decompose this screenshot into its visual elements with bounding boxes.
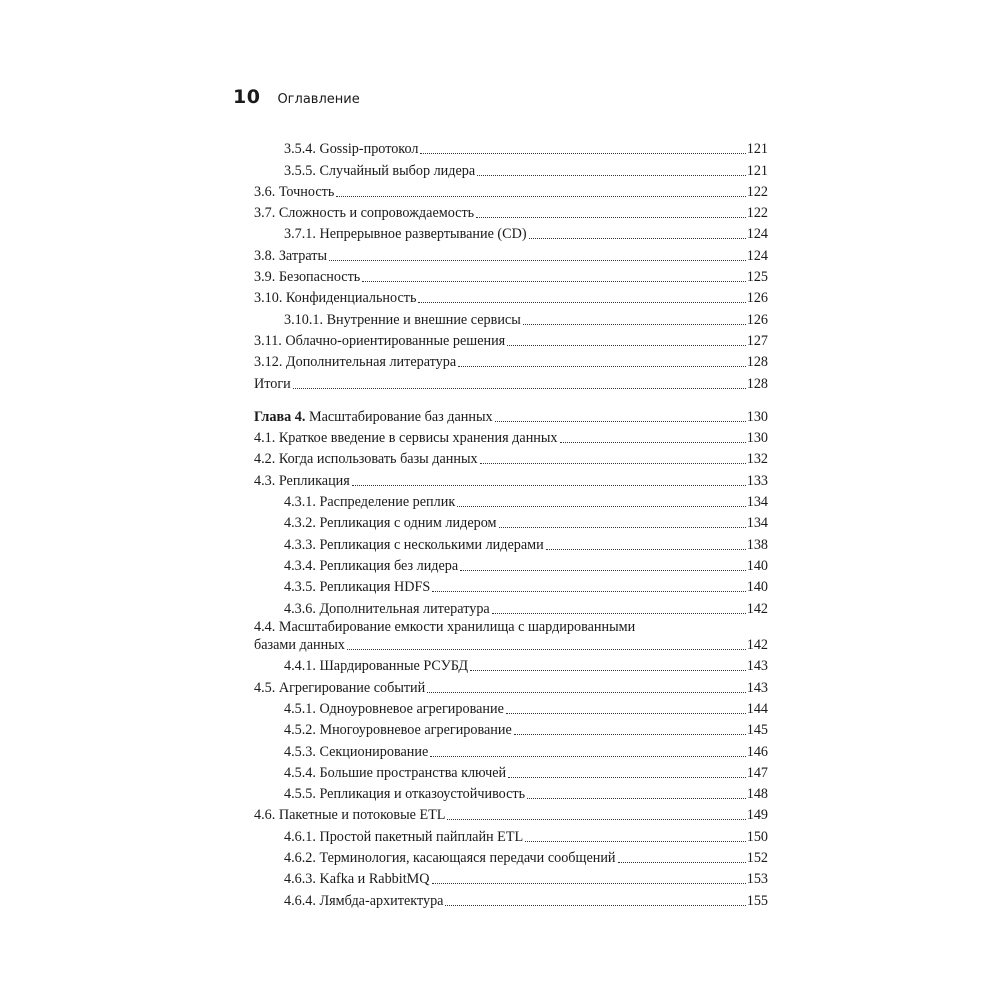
dot-leader: [432, 591, 745, 592]
toc-entry-page: 155: [746, 892, 768, 909]
toc-entry: [254, 697, 768, 718]
toc-entry-page: 128: [746, 375, 768, 392]
toc-entry: [254, 596, 768, 617]
toc-entry-title: 4.2. Когда использовать базы данных: [254, 451, 478, 468]
toc-entry-page: 150: [746, 828, 768, 845]
toc-entry: [254, 761, 768, 782]
toc-entry-page: 127: [746, 332, 768, 349]
toc-entry: [254, 137, 768, 158]
chapter-title: Масштабирование баз данных: [308, 408, 493, 425]
dot-leader: [420, 153, 745, 154]
toc-entry: [254, 739, 768, 760]
toc-entry-page: 152: [746, 850, 768, 866]
toc-entry-title: 3.10.1. Внутренние и внешние сервисы: [284, 311, 521, 328]
toc-entry: [254, 490, 768, 511]
dot-leader: [507, 345, 746, 346]
toc-entry-page: 144: [746, 700, 768, 717]
dot-leader: [293, 388, 746, 389]
toc-entry-page: 133: [746, 472, 768, 489]
toc-entry-page: 121: [746, 162, 768, 179]
toc-entry: [254, 803, 768, 824]
dot-leader: [362, 281, 745, 282]
toc-entry-title: 4.3.6. Дополнительная литература: [284, 600, 490, 617]
toc-entry-page: 153: [746, 871, 768, 888]
toc-entry-page: 121: [746, 141, 768, 158]
toc-entry: [254, 350, 768, 371]
toc-entry: [254, 718, 768, 739]
dot-leader: [495, 421, 746, 422]
dot-leader: [427, 692, 745, 693]
toc-entry-page: 134: [746, 494, 768, 511]
toc-entry: [254, 307, 768, 328]
dot-leader: [329, 260, 746, 261]
toc-entry-page: 126: [746, 290, 768, 307]
toc-entry-title: Итоги: [254, 375, 291, 392]
toc-entry-page: 143: [746, 658, 768, 675]
toc-entry-page: 145: [746, 722, 768, 739]
dot-leader: [460, 570, 746, 571]
page-header: [233, 86, 360, 108]
toc-entry-title: 4.5.3. Секционирование: [284, 743, 429, 760]
toc-entry-title: 3.6. Точность: [254, 183, 335, 200]
dot-leader: [352, 485, 746, 486]
toc-entry: [254, 511, 768, 532]
toc-entry-title: 4.6.3. Kafka и RabbitMQ: [284, 871, 430, 888]
dot-leader: [430, 756, 745, 757]
dot-leader: [477, 175, 746, 176]
dot-leader: [470, 670, 746, 671]
toc-entry: [254, 532, 768, 553]
toc-entry: [254, 329, 768, 350]
toc-entry: [254, 824, 768, 845]
toc-chapter-entry: [254, 405, 768, 426]
chapter-label: Глава 4.: [254, 408, 306, 425]
toc-entry-title: 3.11. Облачно-ориентированные решения: [254, 332, 506, 349]
toc-entry-title: 4.6. Пакетные и потоковые ETL: [254, 807, 446, 824]
toc-entry: [254, 447, 768, 468]
toc-entry-title: 4.5.2. Многоуровневое агрегирование: [284, 722, 512, 739]
toc-entry: [254, 618, 768, 637]
toc-entry: [254, 867, 768, 888]
toc-entry-page: 124: [746, 226, 768, 243]
page-number: 10: [233, 86, 261, 108]
toc-entry-title: 3.9. Безопасность: [254, 269, 361, 286]
toc-entry: [254, 654, 768, 675]
toc-entry-page: 142: [746, 600, 768, 617]
toc-entry-title: 3.5.4. Gossip-протокол: [284, 141, 419, 158]
dot-leader: [529, 238, 746, 239]
toc-entry-page: 134: [746, 515, 768, 532]
dot-leader: [546, 549, 746, 550]
toc-entry: [254, 888, 768, 909]
toc-entry-title: 4.5.5. Репликация и отказоустойчивость: [284, 786, 526, 803]
toc-entry: [254, 265, 768, 286]
toc-entry-title: 4.4. Масштабирование емкости хранилища с шардированными: [254, 619, 636, 636]
toc-entry-page: 124: [746, 247, 768, 264]
dot-leader: [523, 324, 746, 325]
toc-entry-title: 3.5.5. Случайный выбор лидера: [284, 162, 476, 179]
dot-leader: [492, 613, 746, 614]
toc-entry: [254, 371, 768, 392]
toc-entry: [254, 180, 768, 201]
dot-leader: [457, 506, 745, 507]
toc-entry-page: 140: [746, 579, 768, 596]
toc-entry-page: 148: [746, 786, 768, 803]
toc-entry-page: 126: [746, 311, 768, 328]
toc-entry-page: 125: [746, 269, 768, 286]
toc-entry-page: 147: [746, 764, 768, 781]
toc-entry: [254, 426, 768, 447]
toc-entry-page: 128: [746, 354, 768, 371]
dot-leader: [525, 841, 746, 842]
toc-entry-page: 142: [746, 637, 768, 654]
dot-leader: [514, 734, 746, 735]
toc-entry-page: 130: [746, 430, 768, 447]
toc-entry-title: 4.3.5. Репликация HDFS: [284, 579, 431, 596]
toc-entry-title: 3.12. Дополнительная литература: [254, 354, 457, 371]
toc-entry-continuation: [254, 636, 768, 654]
toc-entry-title: 4.5. Агрегирование событий: [254, 679, 426, 696]
toc-entry-title: 4.3.3. Репликация с несколькими лидерами: [284, 536, 544, 553]
toc-entry-title: 4.4.1. Шардированные РСУБД: [284, 658, 469, 675]
dot-leader: [560, 442, 746, 443]
dot-leader: [445, 905, 745, 906]
toc-entry-title: 4.5.1. Одноуровневое агрегирование: [284, 700, 504, 717]
toc-entry-title: [254, 408, 493, 426]
toc-entry-title: 3.7. Сложность и сопровождаемость: [254, 205, 475, 222]
toc-entry-title: 4.5.4. Большие пространства ключей: [284, 764, 507, 781]
dot-leader: [527, 798, 746, 799]
toc-entry-title: 3.10. Конфиденциальность: [254, 290, 417, 307]
toc-entry-title: 4.3. Репликация: [254, 472, 350, 489]
toc-entry-page: 130: [746, 408, 768, 425]
running-title: Оглавление: [277, 92, 360, 107]
toc-entry-page: 143: [746, 679, 768, 696]
toc-entry: [254, 201, 768, 222]
toc-entry: [254, 158, 768, 179]
toc-entry: [254, 782, 768, 803]
dot-leader: [480, 463, 746, 464]
toc-entry-title: 4.3.1. Распределение реплик: [284, 494, 456, 511]
dot-leader: [432, 883, 746, 884]
toc-entry: [254, 222, 768, 243]
dot-leader: [347, 649, 746, 650]
dot-leader: [506, 713, 746, 714]
toc-entry-title: 4.3.4. Репликация без лидера: [284, 557, 459, 574]
toc-entry: [254, 846, 768, 867]
toc-entry-title: 4.3.2. Репликация с одним лидером: [284, 515, 497, 532]
dot-leader: [458, 366, 746, 367]
dot-leader: [447, 819, 745, 820]
toc-entry-page: 138: [746, 536, 768, 553]
dot-leader: [618, 862, 746, 863]
toc-entry-title-continuation: базами данных: [254, 637, 345, 654]
dot-leader: [499, 527, 746, 528]
toc-entry: [254, 243, 768, 264]
toc-entry: [254, 554, 768, 575]
toc-entry-title: 4.6.1. Простой пакетный пайплайн ETL: [284, 828, 524, 845]
table-of-contents: [254, 137, 768, 910]
toc-entry-page: 132: [746, 451, 768, 468]
toc-entry-page: 122: [746, 205, 768, 222]
toc-entry-title: 3.8. Затраты: [254, 247, 327, 264]
toc-entry: [254, 468, 768, 489]
toc-entry: [254, 286, 768, 307]
dot-leader: [336, 196, 745, 197]
dot-leader: [508, 777, 746, 778]
toc-entry-title: 4.1. Краткое введение в сервисы хранения данных: [254, 430, 558, 447]
toc-entry-page: 146: [746, 743, 768, 760]
toc-entry: [254, 575, 768, 596]
dot-leader: [418, 302, 745, 303]
toc-entry-page: 122: [746, 183, 768, 200]
toc-entry-page: 140: [746, 557, 768, 574]
toc-entry-title: 4.6.4. Лямбда-архитектура: [284, 892, 444, 909]
dot-leader: [476, 217, 746, 218]
toc-entry-page: 149: [746, 807, 768, 824]
toc-entry: [254, 675, 768, 696]
toc-entry-title: 4.6.2. Терминология, касающаяся передачи сообщений: [284, 850, 616, 866]
toc-entry-title: 3.7.1. Непрерывное развертывание (CD): [284, 226, 527, 243]
